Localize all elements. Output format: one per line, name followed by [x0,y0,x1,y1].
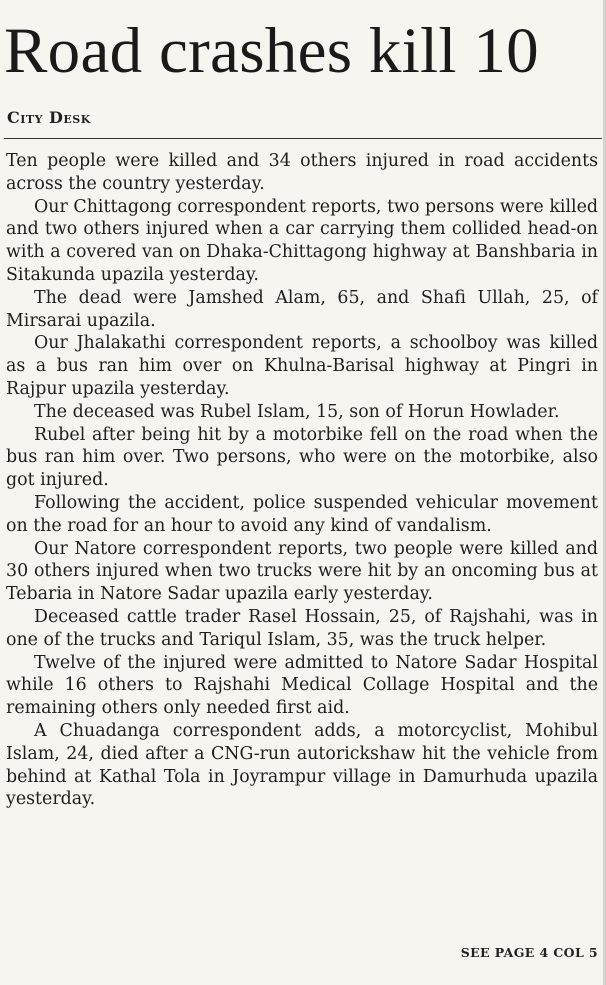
article-paragraph: Deceased cattle trader Rasel Hossain, 25, of Rajshahi, was in one of the trucks and Tariqul Islam, 35, was the truck helper. [6,606,598,650]
divider-rule [4,138,602,139]
article-paragraph: Our Natore correspondent reports, two people were killed and 30 others injured when two trucks were hit by an oncoming bus at Tebaria in Natore Sadar upazila early yesterday. [6,538,598,605]
article-body [6,150,598,811]
article-paragraph: Rubel after being hit by a motorbike fell on the road when the bus ran him over. Two persons, who were on the motorbike, also got injured. [6,424,598,491]
article-paragraph: Twelve of the injured were admitted to Natore Sadar Hospital while 16 others to Rajshahi Medical Collage Hospital and the remaining others only needed first aid. [6,652,598,719]
article-paragraph: Our Jhalakathi correspondent reports, a schoolboy was killed as a bus ran him over on Khulna-Barisal highway at Pingri in Rajpur upazila yesterday. [6,333,598,399]
headline: Road crashes kill 10 [4,15,539,87]
article-paragraph: Our Chittagong correspondent reports, two persons were killed and two others injured when a car carrying them collided head-on with a covered van on Dhaka-Chittagong highway at Banshbaria in Sitakunda upazila yesterday. [6,196,598,285]
continuation-note: SEE PAGE 4 COL 5 [460,945,598,960]
article-paragraph: Following the accident, police suspended vehicular movement on the road for an hour to avoid any kind of vandalism. [6,492,598,536]
article-paragraph: A Chuadanga correspondent adds, a motorcyclist, Mohibul Islam, 24, died after a CNG-run autorickshaw hit the vehicle from behind at Kathal Tola in Joyrampur village in Damurhuda upazila yesterday. [6,720,598,810]
article-paragraph: The dead were Jamshed Alam, 65, and Shafi Ullah, 25, of Mirsarai upazila. [6,287,598,331]
byline: City Desk [7,108,91,127]
article-paragraph: Ten people were killed and 34 others injured in road accidents across the country yesterday. [6,151,598,194]
article-paragraph: The deceased was Rubel Islam, 15, son of Horun Howlader. [34,401,560,422]
